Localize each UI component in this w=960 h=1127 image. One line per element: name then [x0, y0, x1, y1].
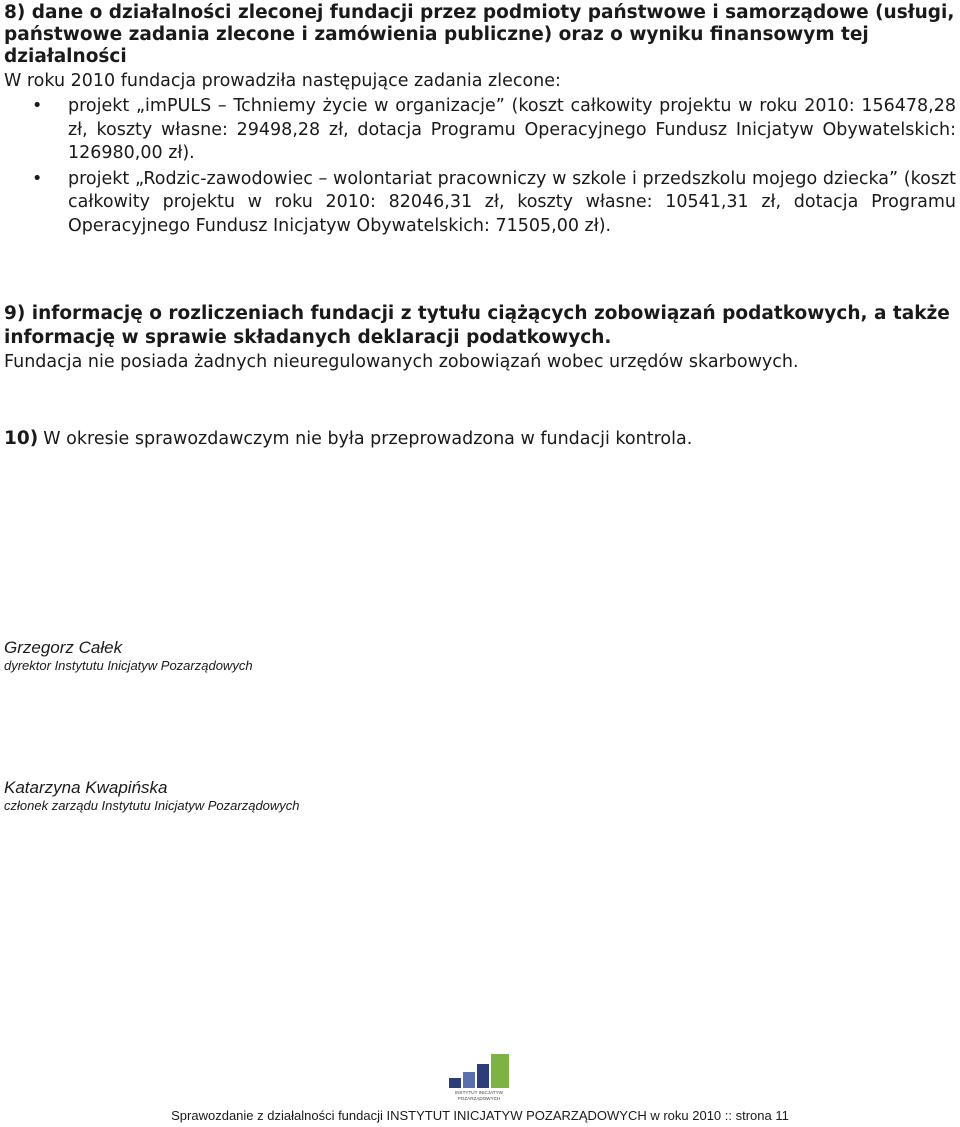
- signature-name: Katarzyna Kwapińska: [4, 778, 168, 797]
- list-item: • projekt „Rodzic-zawodowiec – wolontariat pracowniczy w szkole i przedszkolu mojego dziecka” (koszt całkowity projektu w roku 2010: 82046,31 zł, koszty własne: 10541,31 zł, dotacja Programu Operacyjnego Fundusz Inicjatyw Obywatelskich: 71505,00 zł).: [4, 168, 956, 239]
- signature-board-member: [4, 778, 300, 814]
- footer-text: Sprawozdanie z działalności fundacji INSTYTUT INICJATYW POZARZĄDOWYCH w roku 2010 :: strona 11: [171, 1108, 789, 1123]
- section-10-label: 10): [4, 428, 39, 449]
- section-10: [4, 428, 956, 451]
- page-footer: [0, 1108, 960, 1123]
- signature-role: członek zarządu Instytutu Inicjatyw Pozarządowych: [4, 798, 300, 813]
- section-8-heading: 8) dane o działalności zleconej fundacji przez podmioty państwowe i samorządowe (usługi, państwowe zadania zlecone i zamówienia publiczne) oraz o wyniku finansowym tej działalności: [4, 2, 955, 67]
- section-9-heading: 9) informację o rozliczeniach fundacji z tytułu ciążących zobowiązań podatkowych, a także informację w sprawie składanych deklaracji podatkowych.: [4, 303, 950, 348]
- logo-text-line2: POZARZĄDOWYCH: [457, 1096, 501, 1101]
- section-8: [4, 2, 956, 240]
- section-8-intro: W roku 2010 fundacja prowadziła następujące zadania zlecone:: [4, 71, 561, 91]
- section-9-text: Fundacja nie posiada żadnych nieuregulowanych zobowiązań wobec urzędów skarbowych.: [4, 352, 799, 372]
- signature-director: [4, 638, 253, 674]
- logo-text-line1: INSTYTUT INICJATYW: [454, 1090, 504, 1095]
- task-list: [4, 95, 956, 238]
- institute-logo: [447, 1054, 513, 1102]
- signature-name: Grzegorz Całek: [4, 638, 123, 657]
- section-9: [4, 302, 956, 374]
- section-10-text: W okresie sprawozdawczym nie była przeprowadzona w fundacji kontrola.: [43, 429, 693, 449]
- list-item: • projekt „imPULS – Tchniemy życie w organizacje” (koszt całkowity projektu w roku 2010: 156478,28 zł, koszty własne: 29498,28 zł, dotacja Programu Operacyjnego Fundusz Inicjatyw Obywatelskich: 126980,00 zł).: [4, 95, 956, 166]
- signature-role: dyrektor Instytutu Inicjatyw Pozarządowych: [4, 658, 253, 673]
